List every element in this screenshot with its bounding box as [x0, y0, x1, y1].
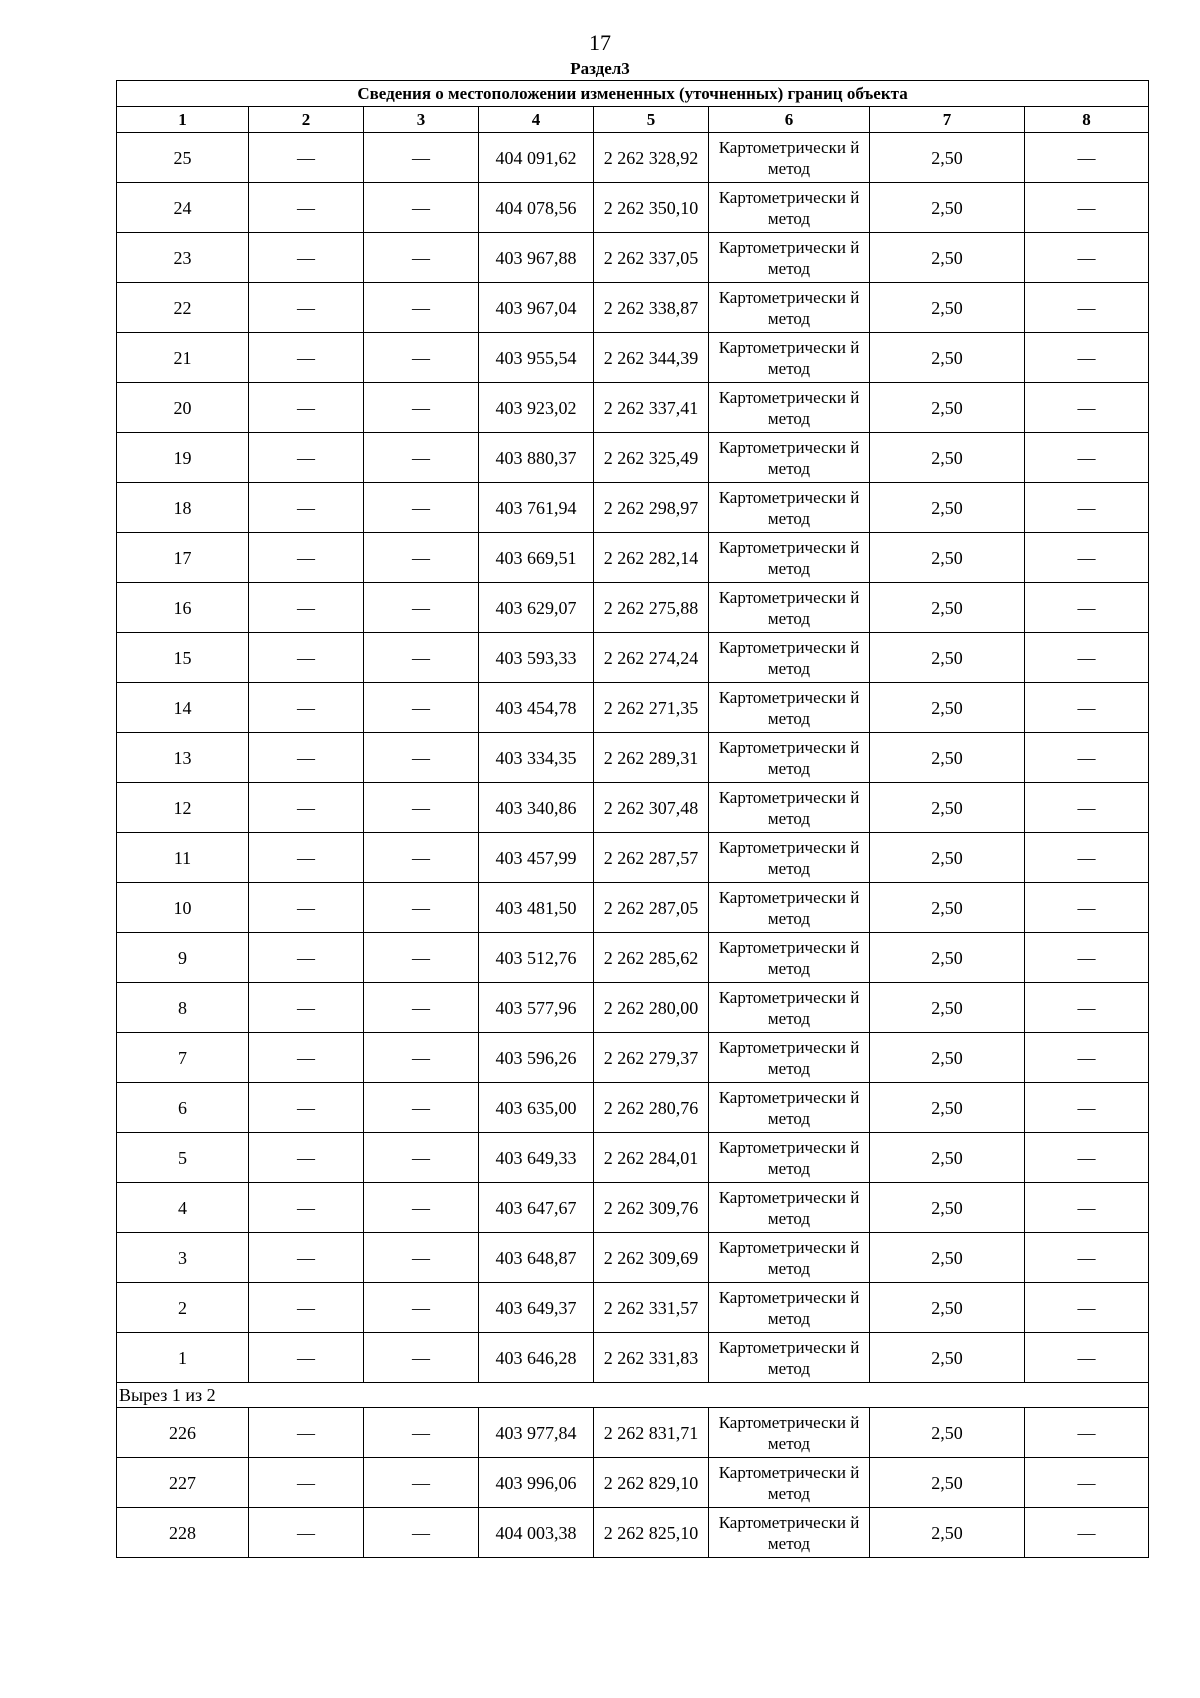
method-cell: Картометрически й метод [709, 1133, 870, 1183]
point-number-cell: 1 [117, 1333, 249, 1383]
table-row [117, 133, 1149, 183]
empty-cell: — [249, 533, 364, 583]
table-row [117, 333, 1149, 383]
accuracy-cell: 2,50 [870, 1408, 1025, 1458]
empty-cell: — [249, 1458, 364, 1508]
x-coordinate-cell: 403 457,99 [479, 833, 594, 883]
table-row [117, 1133, 1149, 1183]
table-row [117, 1333, 1149, 1383]
empty-cell: — [1025, 983, 1149, 1033]
accuracy-cell: 2,50 [870, 133, 1025, 183]
x-coordinate-cell: 403 967,04 [479, 283, 594, 333]
accuracy-cell: 2,50 [870, 783, 1025, 833]
method-cell: Картометрически й метод [709, 1408, 870, 1458]
empty-cell: — [249, 183, 364, 233]
y-coordinate-cell: 2 262 285,62 [594, 933, 709, 983]
empty-cell: — [249, 1508, 364, 1558]
point-number-cell: 20 [117, 383, 249, 433]
y-coordinate-cell: 2 262 279,37 [594, 1033, 709, 1083]
table-row [117, 683, 1149, 733]
y-coordinate-cell: 2 262 284,01 [594, 1133, 709, 1183]
page-number: 17 [589, 30, 611, 55]
x-coordinate-cell: 403 880,37 [479, 433, 594, 483]
empty-cell: — [364, 433, 479, 483]
empty-cell: — [249, 1408, 364, 1458]
empty-cell: — [249, 383, 364, 433]
point-number-cell: 9 [117, 933, 249, 983]
empty-cell: — [1025, 583, 1149, 633]
table-row [117, 1408, 1149, 1458]
point-number-cell: 25 [117, 133, 249, 183]
empty-cell: — [364, 783, 479, 833]
empty-cell: — [364, 1283, 479, 1333]
table-row [117, 583, 1149, 633]
method-cell: Картометрически й метод [709, 183, 870, 233]
method-cell: Картометрически й метод [709, 983, 870, 1033]
x-coordinate-cell: 403 635,00 [479, 1083, 594, 1133]
empty-cell: — [364, 633, 479, 683]
empty-cell: — [364, 333, 479, 383]
y-coordinate-cell: 2 262 289,31 [594, 733, 709, 783]
y-coordinate-cell: 2 262 331,57 [594, 1283, 709, 1333]
x-coordinate-cell: 403 648,87 [479, 1233, 594, 1283]
empty-cell: — [249, 1033, 364, 1083]
table-row [117, 1183, 1149, 1233]
empty-cell: — [364, 1033, 479, 1083]
empty-cell: — [1025, 383, 1149, 433]
empty-cell: — [1025, 1283, 1149, 1333]
x-coordinate-cell: 403 923,02 [479, 383, 594, 433]
x-coordinate-cell: 403 996,06 [479, 1458, 594, 1508]
table-row [117, 933, 1149, 983]
section-title: Раздел3 [570, 59, 630, 78]
empty-cell: — [249, 633, 364, 683]
boundary-coordinates-table [116, 80, 1149, 1558]
empty-cell: — [1025, 1333, 1149, 1383]
table-row [117, 783, 1149, 833]
y-coordinate-cell: 2 262 275,88 [594, 583, 709, 633]
point-number-cell: 19 [117, 433, 249, 483]
point-number-cell: 227 [117, 1458, 249, 1508]
x-coordinate-cell: 404 091,62 [479, 133, 594, 183]
method-cell: Картометрически й метод [709, 383, 870, 433]
empty-cell: — [1025, 733, 1149, 783]
empty-cell: — [249, 1333, 364, 1383]
method-cell: Картометрически й метод [709, 433, 870, 483]
accuracy-cell: 2,50 [870, 833, 1025, 883]
x-coordinate-cell: 404 078,56 [479, 183, 594, 233]
empty-cell: — [1025, 1508, 1149, 1558]
method-cell: Картометрически й метод [709, 483, 870, 533]
x-coordinate-cell: 403 334,35 [479, 733, 594, 783]
accuracy-cell: 2,50 [870, 1183, 1025, 1233]
y-coordinate-cell: 2 262 344,39 [594, 333, 709, 383]
empty-cell: — [364, 233, 479, 283]
empty-cell: — [364, 1458, 479, 1508]
table-caption-row [117, 81, 1149, 107]
table-row [117, 883, 1149, 933]
accuracy-cell: 2,50 [870, 1233, 1025, 1283]
x-coordinate-cell: 403 977,84 [479, 1408, 594, 1458]
method-cell: Картометрически й метод [709, 783, 870, 833]
accuracy-cell: 2,50 [870, 1083, 1025, 1133]
y-coordinate-cell: 2 262 825,10 [594, 1508, 709, 1558]
cut-label: Вырез 1 из 2 [117, 1383, 1149, 1408]
method-cell: Картометрически й метод [709, 333, 870, 383]
empty-cell: — [364, 1083, 479, 1133]
point-number-cell: 3 [117, 1233, 249, 1283]
table-row [117, 283, 1149, 333]
accuracy-cell: 2,50 [870, 933, 1025, 983]
column-header: 1 [117, 107, 249, 133]
method-cell: Картометрически й метод [709, 833, 870, 883]
x-coordinate-cell: 403 577,96 [479, 983, 594, 1033]
point-number-cell: 23 [117, 233, 249, 283]
empty-cell: — [364, 933, 479, 983]
empty-cell: — [1025, 183, 1149, 233]
y-coordinate-cell: 2 262 287,57 [594, 833, 709, 883]
empty-cell: — [249, 683, 364, 733]
y-coordinate-cell: 2 262 328,92 [594, 133, 709, 183]
empty-cell: — [364, 1233, 479, 1283]
empty-cell: — [364, 733, 479, 783]
empty-cell: — [364, 283, 479, 333]
x-coordinate-cell: 403 454,78 [479, 683, 594, 733]
empty-cell: — [364, 683, 479, 733]
y-coordinate-cell: 2 262 287,05 [594, 883, 709, 933]
method-cell: Картометрически й метод [709, 233, 870, 283]
method-cell: Картометрически й метод [709, 533, 870, 583]
method-cell: Картометрически й метод [709, 133, 870, 183]
method-cell: Картометрически й метод [709, 733, 870, 783]
method-cell: Картометрически й метод [709, 1458, 870, 1508]
accuracy-cell: 2,50 [870, 233, 1025, 283]
empty-cell: — [364, 1508, 479, 1558]
y-coordinate-cell: 2 262 831,71 [594, 1408, 709, 1458]
empty-cell: — [249, 1283, 364, 1333]
empty-cell: — [1025, 233, 1149, 283]
accuracy-cell: 2,50 [870, 283, 1025, 333]
cut-label-row [117, 1383, 1149, 1408]
empty-cell: — [249, 783, 364, 833]
point-number-cell: 5 [117, 1133, 249, 1183]
empty-cell: — [249, 283, 364, 333]
method-cell: Картометрически й метод [709, 1033, 870, 1083]
point-number-cell: 7 [117, 1033, 249, 1083]
point-number-cell: 226 [117, 1408, 249, 1458]
column-number-row [117, 107, 1149, 133]
x-coordinate-cell: 403 761,94 [479, 483, 594, 533]
accuracy-cell: 2,50 [870, 533, 1025, 583]
point-number-cell: 22 [117, 283, 249, 333]
point-number-cell: 11 [117, 833, 249, 883]
y-coordinate-cell: 2 262 350,10 [594, 183, 709, 233]
column-header: 4 [479, 107, 594, 133]
point-number-cell: 8 [117, 983, 249, 1033]
table-row [117, 433, 1149, 483]
empty-cell: — [364, 583, 479, 633]
empty-cell: — [1025, 1133, 1149, 1183]
empty-cell: — [364, 833, 479, 883]
empty-cell: — [364, 1408, 479, 1458]
empty-cell: — [1025, 1083, 1149, 1133]
point-number-cell: 228 [117, 1508, 249, 1558]
empty-cell: — [249, 1233, 364, 1283]
empty-cell: — [1025, 283, 1149, 333]
empty-cell: — [1025, 483, 1149, 533]
table-row [117, 1458, 1149, 1508]
x-coordinate-cell: 403 512,76 [479, 933, 594, 983]
y-coordinate-cell: 2 262 337,05 [594, 233, 709, 283]
method-cell: Картометрически й метод [709, 933, 870, 983]
table-row [117, 183, 1149, 233]
table-row [117, 1083, 1149, 1133]
point-number-cell: 6 [117, 1083, 249, 1133]
x-coordinate-cell: 403 596,26 [479, 1033, 594, 1083]
empty-cell: — [249, 833, 364, 883]
empty-cell: — [1025, 1183, 1149, 1233]
empty-cell: — [1025, 933, 1149, 983]
empty-cell: — [249, 433, 364, 483]
empty-cell: — [364, 1183, 479, 1233]
method-cell: Картометрически й метод [709, 283, 870, 333]
x-coordinate-cell: 403 593,33 [479, 633, 594, 683]
empty-cell: — [249, 1183, 364, 1233]
y-coordinate-cell: 2 262 331,83 [594, 1333, 709, 1383]
empty-cell: — [249, 333, 364, 383]
method-cell: Картометрически й метод [709, 1508, 870, 1558]
empty-cell: — [249, 583, 364, 633]
x-coordinate-cell: 403 629,07 [479, 583, 594, 633]
accuracy-cell: 2,50 [870, 183, 1025, 233]
empty-cell: — [364, 183, 479, 233]
accuracy-cell: 2,50 [870, 1333, 1025, 1383]
y-coordinate-cell: 2 262 271,35 [594, 683, 709, 733]
empty-cell: — [364, 1333, 479, 1383]
x-coordinate-cell: 403 646,28 [479, 1333, 594, 1383]
point-number-cell: 4 [117, 1183, 249, 1233]
point-number-cell: 13 [117, 733, 249, 783]
y-coordinate-cell: 2 262 325,49 [594, 433, 709, 483]
column-header: 3 [364, 107, 479, 133]
empty-cell: — [1025, 1458, 1149, 1508]
empty-cell: — [1025, 433, 1149, 483]
table-row [117, 833, 1149, 883]
x-coordinate-cell: 403 955,54 [479, 333, 594, 383]
accuracy-cell: 2,50 [870, 333, 1025, 383]
point-number-cell: 16 [117, 583, 249, 633]
method-cell: Картометрически й метод [709, 883, 870, 933]
empty-cell: — [249, 933, 364, 983]
table-row [117, 383, 1149, 433]
point-number-cell: 18 [117, 483, 249, 533]
empty-cell: — [1025, 883, 1149, 933]
x-coordinate-cell: 404 003,38 [479, 1508, 594, 1558]
empty-cell: — [249, 1133, 364, 1183]
point-number-cell: 2 [117, 1283, 249, 1333]
x-coordinate-cell: 403 647,67 [479, 1183, 594, 1233]
table-row [117, 733, 1149, 783]
point-number-cell: 21 [117, 333, 249, 383]
method-cell: Картометрически й метод [709, 583, 870, 633]
point-number-cell: 12 [117, 783, 249, 833]
accuracy-cell: 2,50 [870, 433, 1025, 483]
y-coordinate-cell: 2 262 307,48 [594, 783, 709, 833]
empty-cell: — [1025, 1033, 1149, 1083]
column-header: 2 [249, 107, 364, 133]
accuracy-cell: 2,50 [870, 1458, 1025, 1508]
method-cell: Картометрически й метод [709, 1183, 870, 1233]
column-header: 7 [870, 107, 1025, 133]
accuracy-cell: 2,50 [870, 383, 1025, 433]
table-row [117, 1283, 1149, 1333]
empty-cell: — [364, 533, 479, 583]
table-row [117, 233, 1149, 283]
accuracy-cell: 2,50 [870, 1508, 1025, 1558]
table-row [117, 1508, 1149, 1558]
point-number-cell: 14 [117, 683, 249, 733]
y-coordinate-cell: 2 262 337,41 [594, 383, 709, 433]
empty-cell: — [364, 133, 479, 183]
accuracy-cell: 2,50 [870, 1033, 1025, 1083]
column-header: 6 [709, 107, 870, 133]
empty-cell: — [1025, 1408, 1149, 1458]
empty-cell: — [249, 483, 364, 533]
y-coordinate-cell: 2 262 338,87 [594, 283, 709, 333]
empty-cell: — [1025, 633, 1149, 683]
x-coordinate-cell: 403 967,88 [479, 233, 594, 283]
x-coordinate-cell: 403 669,51 [479, 533, 594, 583]
accuracy-cell: 2,50 [870, 683, 1025, 733]
empty-cell: — [1025, 133, 1149, 183]
empty-cell: — [249, 983, 364, 1033]
point-number-cell: 15 [117, 633, 249, 683]
empty-cell: — [364, 483, 479, 533]
y-coordinate-cell: 2 262 829,10 [594, 1458, 709, 1508]
table-row [117, 983, 1149, 1033]
accuracy-cell: 2,50 [870, 583, 1025, 633]
table-row [117, 483, 1149, 533]
x-coordinate-cell: 403 649,37 [479, 1283, 594, 1333]
table-row [117, 633, 1149, 683]
table-caption: Сведения о местоположении измененных (уточненных) границ объекта [117, 81, 1149, 107]
y-coordinate-cell: 2 262 280,00 [594, 983, 709, 1033]
method-cell: Картометрически й метод [709, 633, 870, 683]
y-coordinate-cell: 2 262 274,24 [594, 633, 709, 683]
accuracy-cell: 2,50 [870, 1283, 1025, 1333]
empty-cell: — [1025, 333, 1149, 383]
method-cell: Картометрически й метод [709, 1233, 870, 1283]
empty-cell: — [364, 983, 479, 1033]
column-header: 8 [1025, 107, 1149, 133]
method-cell: Картометрически й метод [709, 683, 870, 733]
accuracy-cell: 2,50 [870, 983, 1025, 1033]
empty-cell: — [1025, 533, 1149, 583]
method-cell: Картометрически й метод [709, 1283, 870, 1333]
column-header: 5 [594, 107, 709, 133]
empty-cell: — [249, 233, 364, 283]
empty-cell: — [1025, 783, 1149, 833]
empty-cell: — [249, 1083, 364, 1133]
point-number-cell: 24 [117, 183, 249, 233]
empty-cell: — [364, 883, 479, 933]
y-coordinate-cell: 2 262 309,76 [594, 1183, 709, 1233]
accuracy-cell: 2,50 [870, 1133, 1025, 1183]
table-row [117, 533, 1149, 583]
empty-cell: — [1025, 833, 1149, 883]
table-row [117, 1233, 1149, 1283]
method-cell: Картометрически й метод [709, 1333, 870, 1383]
accuracy-cell: 2,50 [870, 883, 1025, 933]
empty-cell: — [364, 383, 479, 433]
empty-cell: — [1025, 1233, 1149, 1283]
x-coordinate-cell: 403 340,86 [479, 783, 594, 833]
table-row [117, 1033, 1149, 1083]
y-coordinate-cell: 2 262 282,14 [594, 533, 709, 583]
point-number-cell: 17 [117, 533, 249, 583]
empty-cell: — [249, 133, 364, 183]
method-cell: Картометрически й метод [709, 1083, 870, 1133]
empty-cell: — [364, 1133, 479, 1183]
point-number-cell: 10 [117, 883, 249, 933]
y-coordinate-cell: 2 262 298,97 [594, 483, 709, 533]
y-coordinate-cell: 2 262 309,69 [594, 1233, 709, 1283]
accuracy-cell: 2,50 [870, 633, 1025, 683]
empty-cell: — [249, 733, 364, 783]
empty-cell: — [249, 883, 364, 933]
empty-cell: — [1025, 683, 1149, 733]
x-coordinate-cell: 403 649,33 [479, 1133, 594, 1183]
accuracy-cell: 2,50 [870, 733, 1025, 783]
x-coordinate-cell: 403 481,50 [479, 883, 594, 933]
accuracy-cell: 2,50 [870, 483, 1025, 533]
y-coordinate-cell: 2 262 280,76 [594, 1083, 709, 1133]
